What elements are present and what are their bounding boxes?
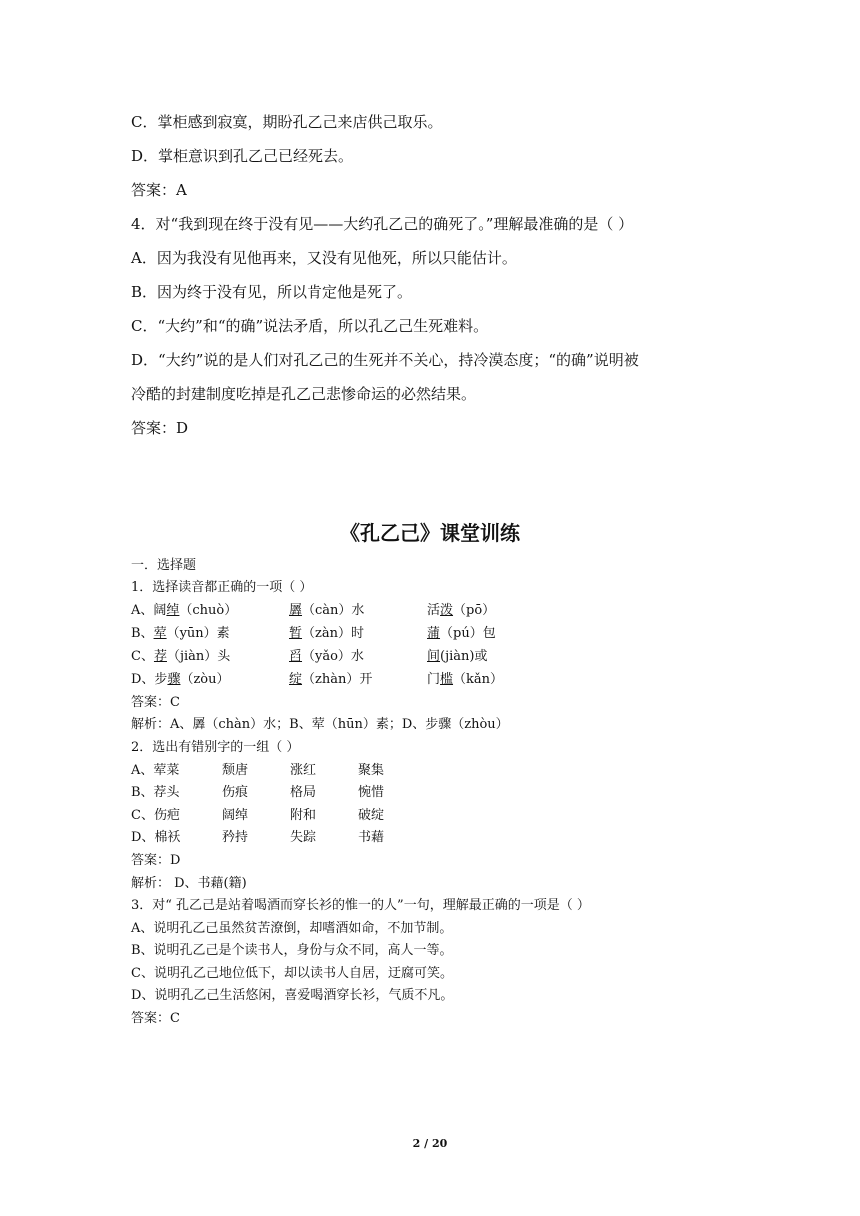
text-run: （kǎn） bbox=[453, 672, 504, 687]
q3-option-c: C、说明孔乙己地位低下，却以读书人自居，迂腐可笑。 bbox=[131, 966, 453, 981]
q3-answer: 答案：C bbox=[131, 1011, 180, 1026]
underlined-char: 槛 bbox=[440, 672, 454, 687]
q2-option-row bbox=[131, 807, 531, 825]
q1-option-row bbox=[131, 671, 731, 689]
word-cell: 颓唐 bbox=[222, 763, 249, 778]
q1-row-cell bbox=[427, 625, 496, 643]
option-b: B．因为终于没有见，所以肯定他是死了。 bbox=[131, 283, 413, 301]
word-cell: 书藉 bbox=[358, 830, 385, 845]
text-run: B、 bbox=[131, 626, 154, 641]
underlined-char: 蒲 bbox=[427, 626, 441, 641]
word-cell: 聚集 bbox=[358, 763, 385, 778]
word-cell: D、棉袄 bbox=[131, 830, 181, 845]
q1-answer: 答案：C bbox=[131, 695, 180, 710]
question-2-stem: 2．选出有错别字的一组（ ） bbox=[131, 740, 300, 755]
word-cell: A、荤菜 bbox=[131, 763, 180, 778]
document-title: 《孔乙己》课堂训练 bbox=[340, 521, 520, 545]
q3-option-d: D、说明孔乙己生活悠闲，喜爱喝酒穿长衫，气质不凡。 bbox=[131, 988, 454, 1003]
word-cell: 阔绰 bbox=[222, 808, 249, 823]
q2-option-row bbox=[131, 784, 531, 802]
q1-row-cell bbox=[289, 671, 372, 689]
q1-row-cell bbox=[289, 625, 364, 643]
word-cell: 伤痕 bbox=[222, 785, 249, 800]
underlined-char: 荤 bbox=[153, 626, 167, 641]
option-d-continued: 冷酷的封建制度吃掉是孔乙己悲惨命运的必然结果。 bbox=[131, 385, 477, 403]
q1-row-cell bbox=[427, 602, 495, 620]
text-run: （yǎo）水 bbox=[302, 649, 364, 664]
q2-option-row bbox=[131, 829, 531, 847]
word-cell: 破绽 bbox=[358, 808, 385, 823]
q1-option-row bbox=[131, 625, 731, 643]
answer-line: 答案：A bbox=[131, 181, 187, 199]
q1-row-cell bbox=[427, 671, 503, 689]
text-run: （chuò） bbox=[179, 603, 238, 618]
option-a: A．因为我没有见他再来，又没有见他死，所以只能估计。 bbox=[131, 249, 517, 267]
q3-option-a: A、说明孔乙己虽然贫苦潦倒，却嗜酒如命，不加节制。 bbox=[131, 921, 453, 936]
option-c: C．“大约”和“的确”说法矛盾，所以孔乙己生死难料。 bbox=[131, 317, 489, 335]
text-run: 活 bbox=[427, 603, 441, 618]
text-run: (jiàn)或 bbox=[440, 649, 488, 664]
q1-row-cell bbox=[131, 602, 237, 620]
option-d: D．“大约”说的是人们对孔乙己的生死并不关心，持冷漠态度；“的确”说明被 bbox=[131, 351, 639, 369]
word-cell: 矜持 bbox=[222, 830, 249, 845]
text-run: （yūn）素 bbox=[166, 626, 230, 641]
q2-answer: 答案：D bbox=[131, 853, 181, 868]
page-number: 2 / 20 bbox=[412, 1137, 448, 1150]
text-run: （càn）水 bbox=[302, 603, 365, 618]
q1-analysis: 解析：A、羼（chàn）水；B、荤（hūn）素；D、步骤（zhòu） bbox=[131, 717, 509, 732]
underlined-char: 骤 bbox=[167, 672, 181, 687]
underlined-char: 泼 bbox=[440, 603, 454, 618]
underlined-char: 荐 bbox=[153, 649, 167, 664]
word-cell: 格局 bbox=[290, 785, 317, 800]
word-cell: 涨红 bbox=[290, 763, 317, 778]
text-run: （pú）包 bbox=[440, 626, 496, 641]
underlined-char: 间 bbox=[427, 649, 441, 664]
underlined-char: 绽 bbox=[289, 672, 303, 687]
q1-row-cell bbox=[427, 648, 487, 666]
underlined-char: 舀 bbox=[289, 649, 303, 664]
question-3-stem: 3．对“ 孔乙己是站着喝酒而穿长衫的惟一的人”一句，理解最正确的一项是（ ） bbox=[131, 898, 590, 913]
text-run: A、阔 bbox=[131, 603, 167, 618]
word-cell: 失踪 bbox=[290, 830, 317, 845]
question-4-stem: 4．对“我到现在终于没有见——大约孔乙己的确死了。”理解最准确的是（ ） bbox=[131, 215, 634, 233]
q1-row-cell bbox=[131, 625, 230, 643]
section-heading: 一．选择题 bbox=[131, 558, 197, 573]
text-run: （pō） bbox=[453, 603, 496, 618]
underlined-char: 绰 bbox=[166, 603, 180, 618]
q2-option-row bbox=[131, 762, 531, 780]
text-run: D、步 bbox=[131, 672, 168, 687]
q1-row-cell bbox=[131, 648, 230, 666]
word-cell: B、荐头 bbox=[131, 785, 180, 800]
answer-line: 答案：D bbox=[131, 419, 189, 437]
text-run: C、 bbox=[131, 649, 154, 664]
text-run: （jiàn）头 bbox=[166, 649, 231, 664]
q1-option-row bbox=[131, 602, 731, 620]
text-run: 门 bbox=[427, 672, 441, 687]
word-cell: 附和 bbox=[290, 808, 317, 823]
q1-option-row bbox=[131, 648, 731, 666]
q1-row-cell bbox=[289, 602, 364, 620]
word-cell: 惋惜 bbox=[358, 785, 385, 800]
q3-option-b: B、说明孔乙己是个读书人，身份与众不同，高人一等。 bbox=[131, 943, 453, 958]
q1-row-cell bbox=[289, 648, 364, 666]
text-run: （zàn）时 bbox=[302, 626, 364, 641]
underlined-char: 暂 bbox=[289, 626, 303, 641]
word-cell: C、伤疤 bbox=[131, 808, 180, 823]
question-1-stem: 1．选择读音都正确的一项（ ） bbox=[131, 580, 313, 595]
text-line: D．掌柜意识到孔乙己已经死去。 bbox=[131, 147, 354, 165]
q1-row-cell bbox=[131, 671, 230, 689]
text-run: （zòu） bbox=[180, 672, 230, 687]
text-line: C．掌柜感到寂寞，期盼孔乙己来店供己取乐。 bbox=[131, 113, 443, 131]
text-run: （zhàn）开 bbox=[302, 672, 373, 687]
q2-analysis: 解析： D、书藉(籍) bbox=[131, 876, 247, 891]
underlined-char: 羼 bbox=[289, 603, 303, 618]
